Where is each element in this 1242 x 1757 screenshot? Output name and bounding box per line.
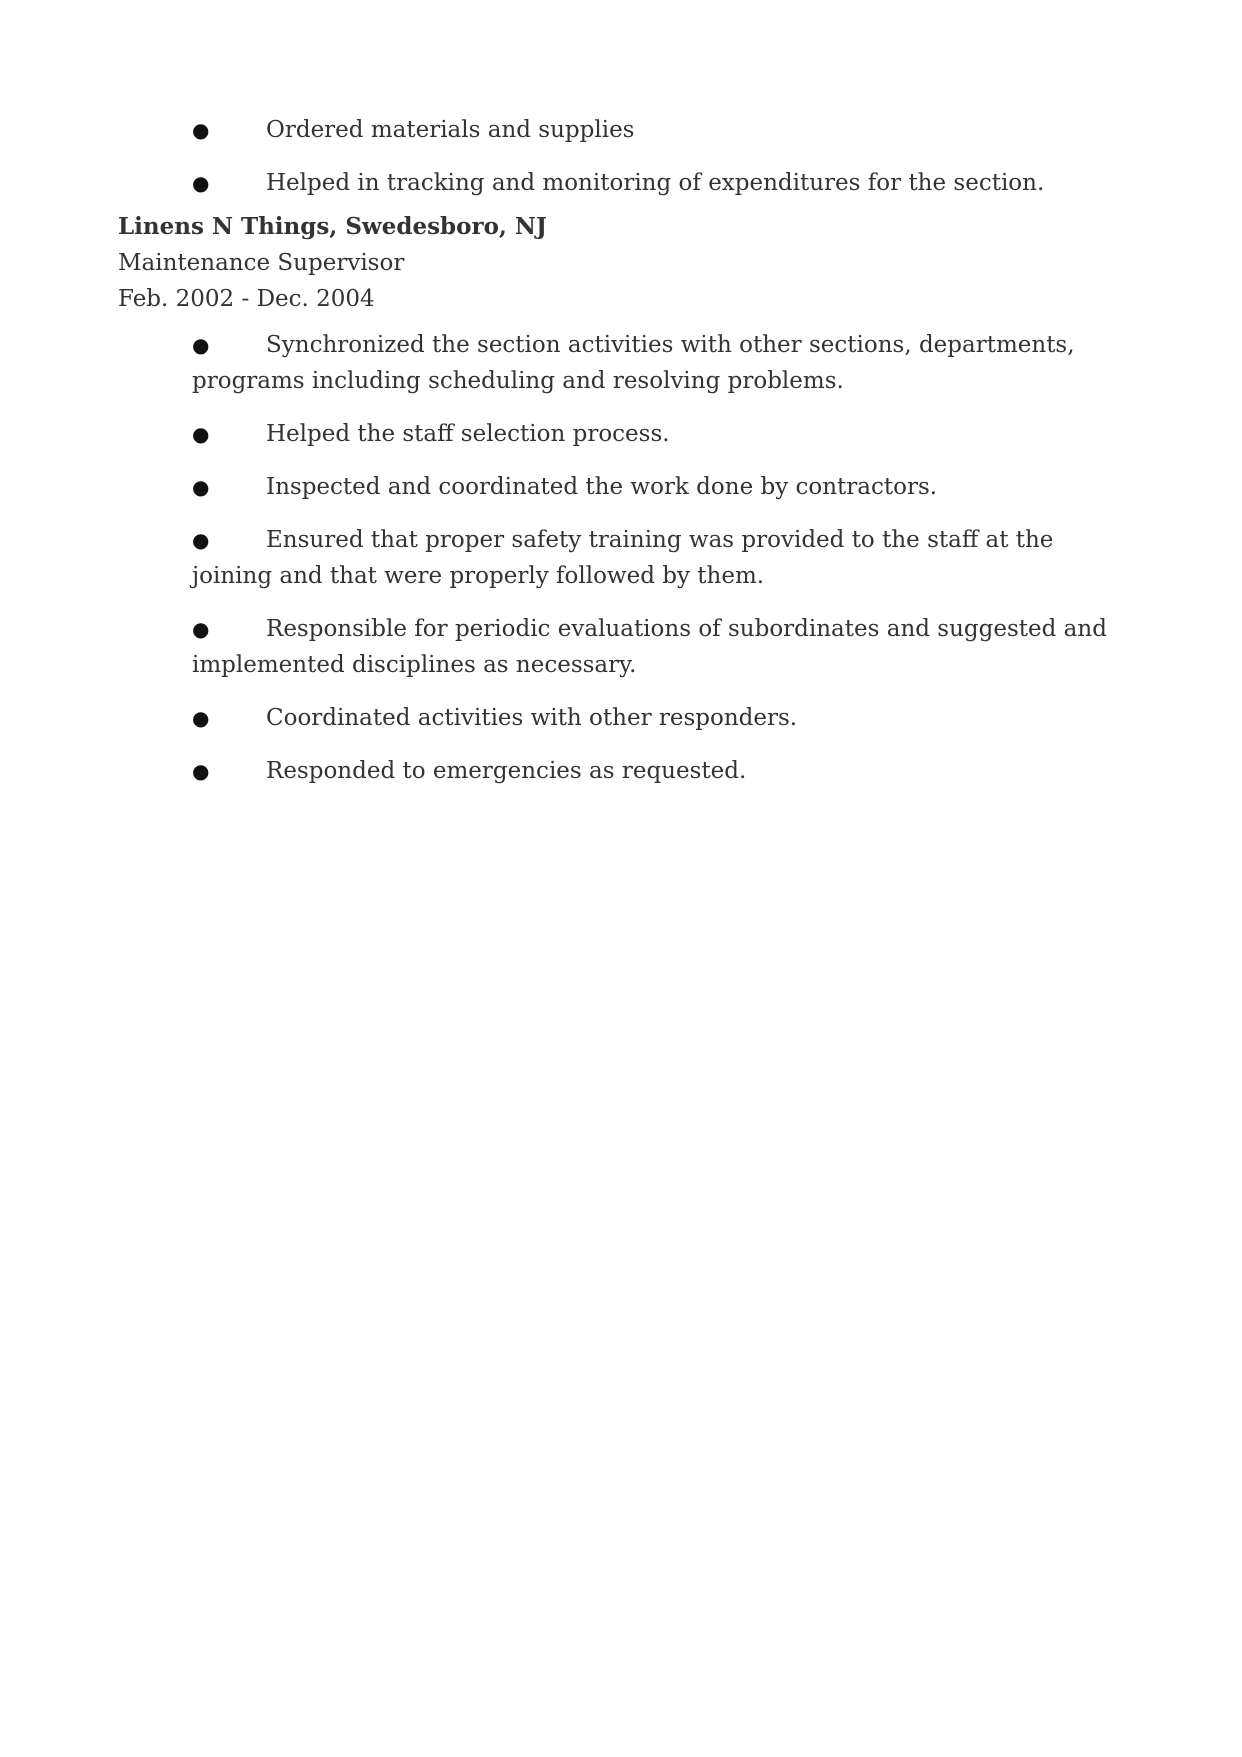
- list-item: [192, 165, 1118, 201]
- bullet-text: Responded to emergencies as requested.: [266, 758, 747, 784]
- list-item: [192, 327, 1118, 399]
- bullet-icon: ●: [192, 171, 210, 195]
- bullet-text: Ensured that proper safety training was provided to the staff at the joining and that were properly followed by them.: [192, 527, 1054, 589]
- bullet-icon: ●: [192, 422, 210, 446]
- job-header: [118, 209, 1118, 317]
- job-dates: Feb. 2002 - Dec. 2004: [118, 286, 375, 312]
- bullet-icon: ●: [192, 475, 210, 499]
- resume-content: [118, 112, 1118, 806]
- list-item: [192, 611, 1118, 683]
- bullet-text: Synchronized the section activities with other sections, departments, programs including scheduling and resolving problems.: [192, 332, 1075, 394]
- bullet-icon: ●: [192, 528, 210, 552]
- previous-job-bullet-list: [118, 112, 1118, 201]
- list-item: [192, 112, 1118, 148]
- list-item: [192, 700, 1118, 736]
- job-bullet-list: [118, 327, 1118, 789]
- bullet-icon: ●: [192, 706, 210, 730]
- bullet-icon: ●: [192, 118, 210, 142]
- bullet-icon: ●: [192, 759, 210, 783]
- job-title: Maintenance Supervisor: [118, 250, 405, 276]
- list-item: [192, 469, 1118, 505]
- list-item: [192, 753, 1118, 789]
- bullet-text: Responsible for periodic evaluations of subordinates and suggested and implemented disciplines as necessary.: [192, 616, 1107, 678]
- bullet-text: Inspected and coordinated the work done by contractors.: [266, 474, 938, 500]
- bullet-text: Ordered materials and supplies: [266, 117, 635, 143]
- list-item: [192, 416, 1118, 452]
- list-item: [192, 522, 1118, 594]
- job-company: Linens N Things, Swedesboro, NJ: [118, 213, 547, 240]
- bullet-icon: ●: [192, 617, 210, 641]
- bullet-icon: ●: [192, 333, 210, 357]
- bullet-text: Coordinated activities with other responders.: [266, 705, 798, 731]
- bullet-text: Helped the staff selection process.: [266, 421, 670, 447]
- bullet-text: Helped in tracking and monitoring of expenditures for the section.: [266, 170, 1045, 196]
